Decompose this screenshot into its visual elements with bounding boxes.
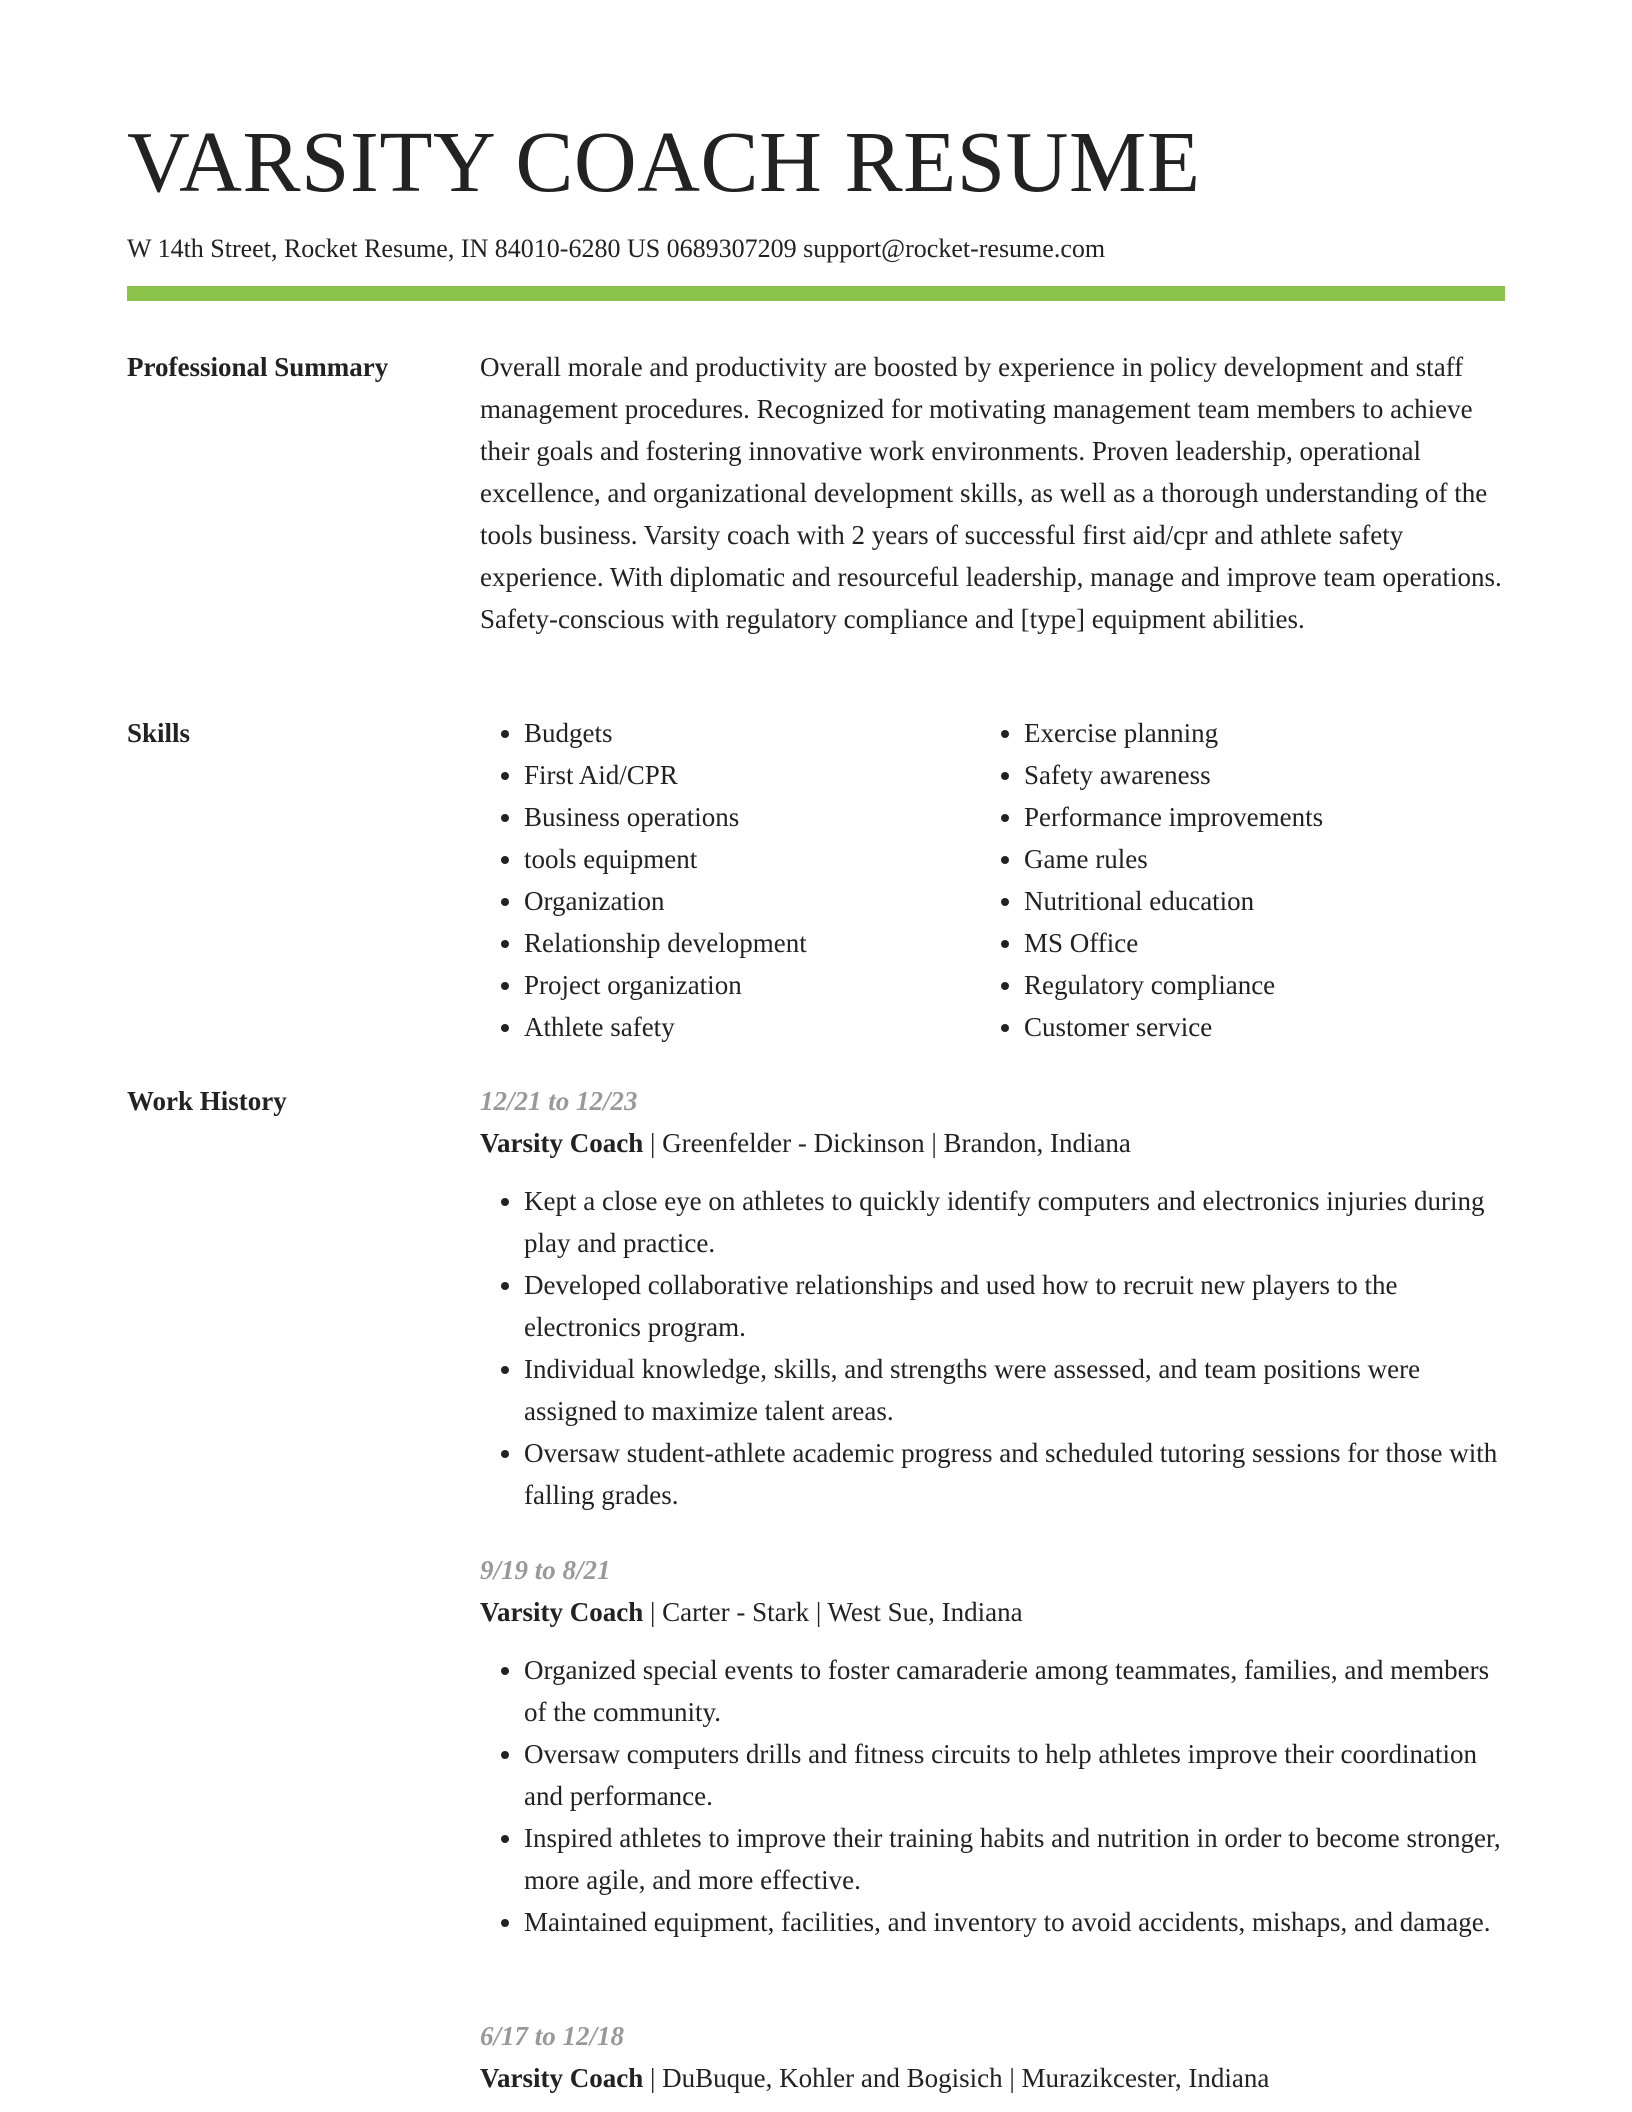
job-dates: 12/21 to 12/23 bbox=[480, 1086, 638, 1116]
skills-section bbox=[480, 712, 1505, 1052]
duty-item: • Individual knowledge, skills, and strengths were assessed, and team positions were assigned to maximize talent areas. bbox=[524, 1348, 1505, 1432]
job-title: Varsity Coach bbox=[480, 1128, 644, 1158]
skill-item: • Regulatory compliance bbox=[1024, 964, 1484, 1006]
skill-item: • Exercise planning bbox=[1024, 712, 1484, 754]
skill-item: • Safety awareness bbox=[1024, 754, 1484, 796]
job-title: Varsity Coach bbox=[480, 1597, 644, 1627]
job-entry bbox=[480, 1549, 1505, 1943]
job-entry bbox=[480, 2015, 1505, 2099]
skill-item: • Budgets bbox=[524, 712, 984, 754]
job-header bbox=[480, 2057, 1505, 2099]
skill-item: • First Aid/CPR bbox=[524, 754, 984, 796]
skill-item: • Athlete safety bbox=[524, 1006, 984, 1048]
job-duties bbox=[480, 1180, 1505, 1516]
skill-item: • MS Office bbox=[1024, 922, 1484, 964]
duty-item: • Maintained equipment, facilities, and inventory to avoid accidents, mishaps, and damage. bbox=[524, 1901, 1505, 1943]
job-header bbox=[480, 1591, 1505, 1633]
skill-item: • Relationship development bbox=[524, 922, 984, 964]
resume-title: VARSITY COACH RESUME bbox=[127, 113, 1201, 210]
skill-item: • Business operations bbox=[524, 796, 984, 838]
job-duties bbox=[480, 1649, 1505, 1943]
summary-section bbox=[480, 346, 1505, 640]
skill-item: • tools equipment bbox=[524, 838, 984, 880]
job-details: | Carter - Stark | West Sue, Indiana bbox=[643, 1597, 1023, 1627]
skill-item: • Customer service bbox=[1024, 1006, 1484, 1048]
duty-item: • Oversaw computers drills and fitness circuits to help athletes improve their coordination and performance. bbox=[524, 1733, 1505, 1817]
skills-label: Skills bbox=[127, 718, 191, 748]
contact-line: W 14th Street, Rocket Resume, IN 84010-6280 US 0689307209 support@rocket-resume.com bbox=[127, 234, 1106, 263]
summary-text: Overall morale and productivity are boosted by experience in policy development and staff management procedures. Recognized for motivating management team members to achieve their goals and fostering innovative work environments. Proven leadership, operational excellence, and organizational development skills, as well as a thorough understanding of the tools business. Varsity coach with 2 years of successful first aid/cpr and athlete safety experience. With diplomatic and resourceful leadership, manage and improve team operations. Safety-conscious with regulatory compliance and [type] equipment abilities. bbox=[480, 352, 1502, 634]
summary-label: Professional Summary bbox=[127, 352, 389, 382]
job-details: | DuBuque, Kohler and Bogisich | Murazikcester, Indiana bbox=[643, 2063, 1270, 2093]
job-title: Varsity Coach bbox=[480, 2063, 644, 2093]
duty-item: • Organized special events to foster camaraderie among teammates, families, and members of the community. bbox=[524, 1649, 1505, 1733]
skill-item: • Nutritional education bbox=[1024, 880, 1484, 922]
job-entry bbox=[480, 1080, 1505, 1516]
duty-item: • Developed collaborative relationships and used how to recruit new players to the electronics program. bbox=[524, 1264, 1505, 1348]
skill-item: • Project organization bbox=[524, 964, 984, 1006]
job-details: | Greenfelder - Dickinson | Brandon, Indiana bbox=[643, 1128, 1131, 1158]
job-dates: 9/19 to 8/21 bbox=[480, 1555, 611, 1585]
work-history-label: Work History bbox=[127, 1086, 287, 1116]
duty-item: • Oversaw student-athlete academic progress and scheduled tutoring sessions for those with falling grades. bbox=[524, 1432, 1505, 1516]
skills-list-right bbox=[980, 712, 1484, 1048]
job-dates: 6/17 to 12/18 bbox=[480, 2021, 625, 2051]
job-header bbox=[480, 1122, 1505, 1164]
duty-item: • Kept a close eye on athletes to quickly identify computers and electronics injuries during play and practice. bbox=[524, 1180, 1505, 1264]
duty-item: • Inspired athletes to improve their training habits and nutrition in order to become stronger, more agile, and more effective. bbox=[524, 1817, 1505, 1901]
skills-list-left bbox=[480, 712, 984, 1048]
skill-item: • Game rules bbox=[1024, 838, 1484, 880]
skill-item: • Performance improvements bbox=[1024, 796, 1484, 838]
accent-divider bbox=[127, 286, 1505, 301]
skill-item: • Organization bbox=[524, 880, 984, 922]
